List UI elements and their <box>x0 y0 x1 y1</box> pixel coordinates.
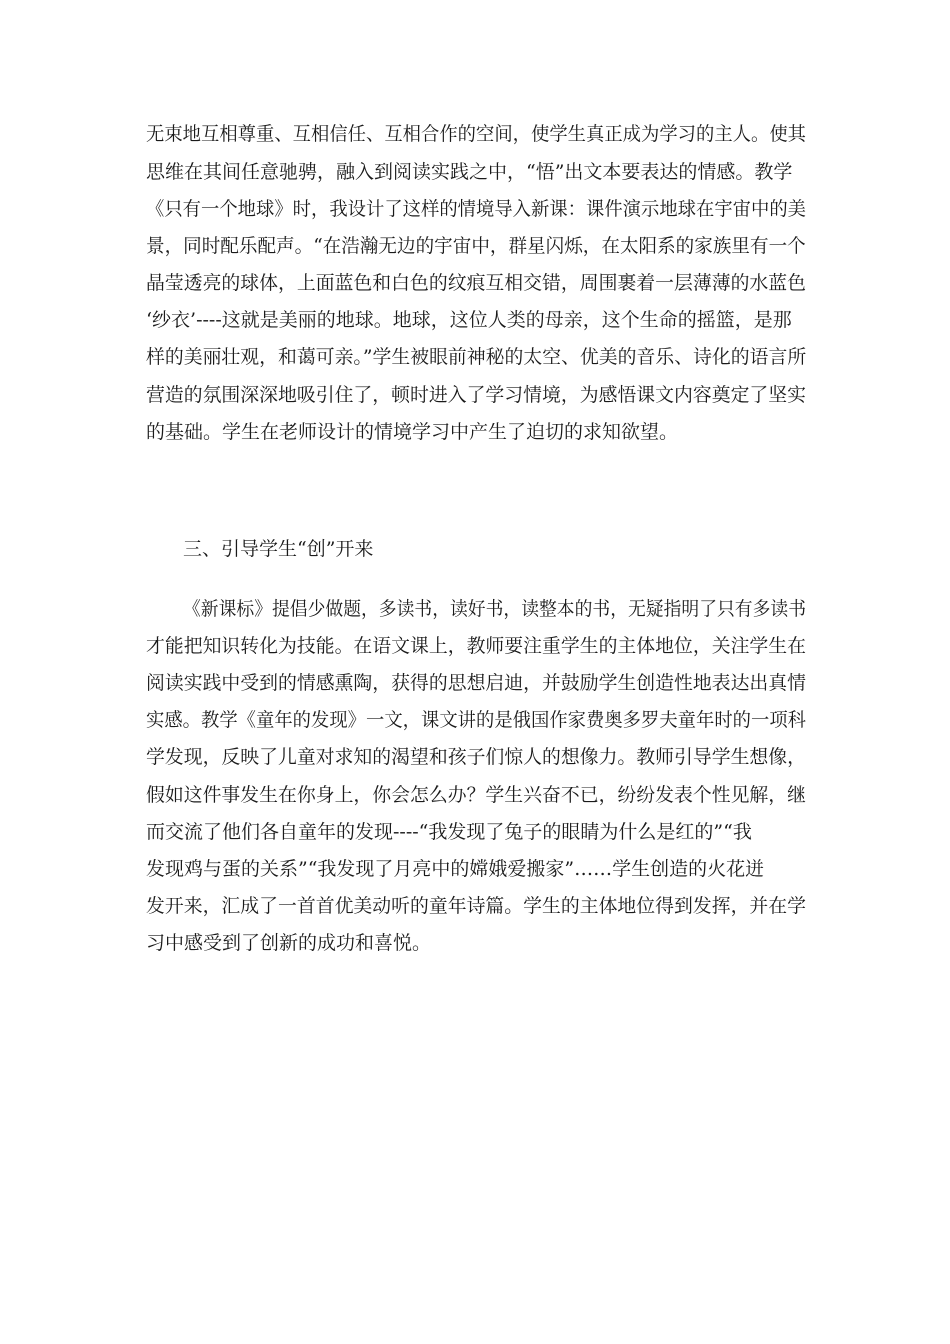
paragraph-line: 晶莹透亮的球体，上面蓝色和白色的纹痕互相交错，周围裹着一层薄薄的水蓝色 <box>146 272 807 294</box>
paragraph-line: 假如这件事发生在你身上，你会怎么办？学生兴奋不已，纷纷发表个性见解，继 <box>146 784 807 806</box>
paragraph-line: 才能把知识转化为技能。在语文课上，教师要注重学生的主体地位，关注学生在 <box>146 635 807 657</box>
paragraph-line: 的基础。学生在老师设计的情境学习中产生了迫切的求知欲望。 <box>146 421 679 443</box>
paragraph-line: 发开来，汇成了一首首优美动听的童年诗篇。学生的主体地位得到发挥，并在学 <box>146 895 807 917</box>
paragraph-line: 样的美丽壮观，和蔼可亲。”学生被眼前神秘的太空、优美的音乐、诗化的语言所 <box>146 346 807 368</box>
paragraph-line: 习中感受到了创新的成功和喜悦。 <box>146 932 432 954</box>
section-heading: 三、引导学生“创”开来 <box>183 538 374 560</box>
paragraph-line: 《新课标》提倡少做题，多读书，读好书，读整本的书，无疑指明了只有多读书 <box>183 598 807 620</box>
paragraph-line: 实感。教学《童年的发现》一文，课文讲的是俄国作家费奥多罗夫童年时的一项科 <box>146 709 807 731</box>
paragraph-line: ‘纱衣’----这就是美丽的地球。地球，这位人类的母亲，这个生命的摇篮，是那 <box>146 309 792 331</box>
paragraph-line: 无束地互相尊重、互相信任、互相合作的空间，使学生真正成为学习的主人。使其 <box>146 123 807 145</box>
paragraph-line: 发现鸡与蛋的关系”“我发现了月亮中的嫦娥爱搬家”……学生创造的火花迸 <box>146 858 765 880</box>
paragraph-line: 学发现，反映了儿童对求知的渴望和孩子们惊人的想像力。教师引导学生想像， <box>146 746 807 768</box>
paragraph-line: 而交流了他们各自童年的发现----“我发现了兔子的眼睛为什么是红的”“我 <box>146 821 752 843</box>
paragraph-line: 景，同时配乐配声。“在浩瀚无边的宇宙中，群星闪烁，在太阳系的家族里有一个 <box>146 235 806 257</box>
paragraph-line: 思维在其间任意驰骋，融入到阅读实践之中，“悟”出文本要表达的情感。教学 <box>146 161 793 183</box>
paragraph-line: 《只有一个地球》时，我设计了这样的情境导入新课：课件演示地球在宇宙中的美 <box>146 198 807 220</box>
paragraph-line: 阅读实践中受到的情感熏陶，获得的思想启迪，并鼓励学生创造性地表达出真情 <box>146 672 807 694</box>
paragraph-line: 营造的氛围深深地吸引住了，顿时进入了学习情境，为感悟课文内容奠定了坚实 <box>146 384 807 406</box>
